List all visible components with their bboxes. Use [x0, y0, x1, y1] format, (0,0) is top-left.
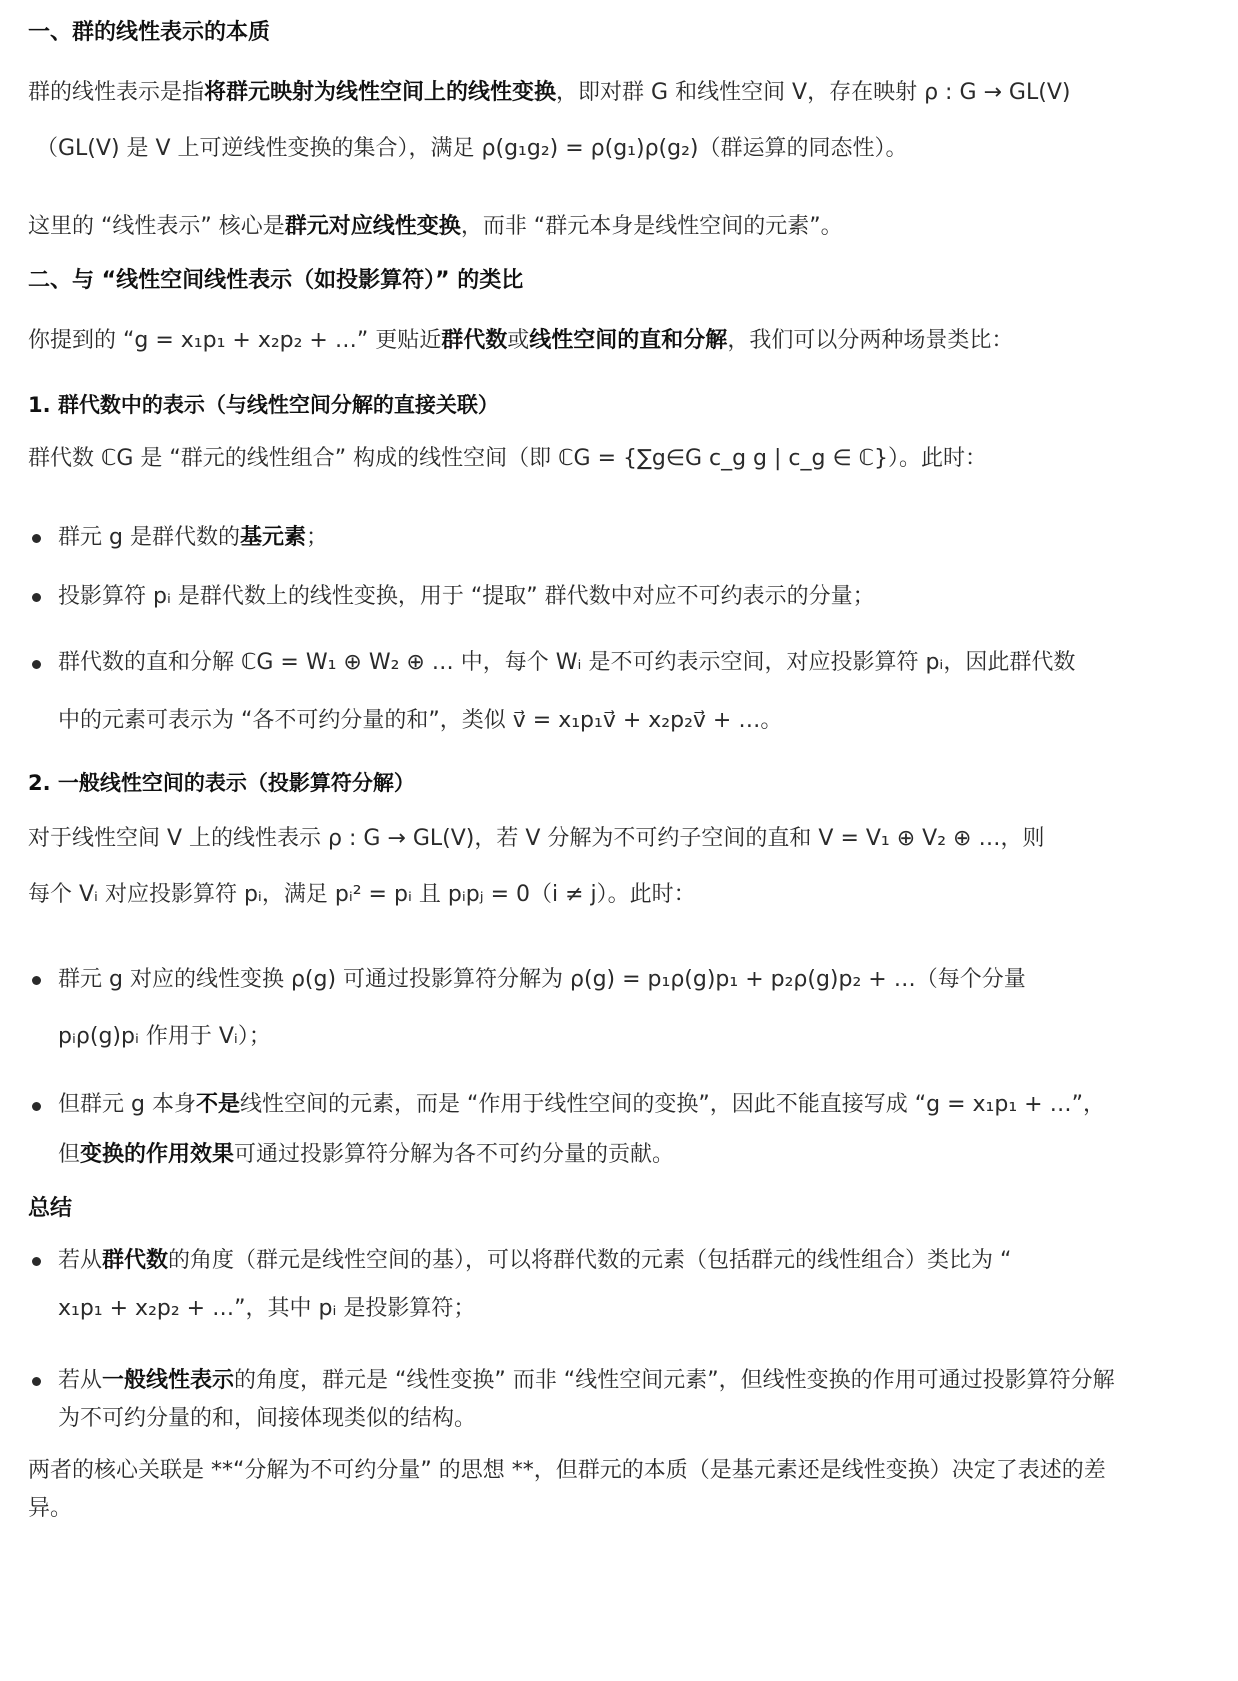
section-2-heading: 二、与 “线性空间线性表示（如投影算符）” 的类比 [28, 268, 524, 293]
bullet-icon [32, 1257, 41, 1266]
bold-text: 线性空间的直和分解 [529, 328, 728, 353]
list-item [58, 523, 328, 553]
text: ，而非 “群元本身是线性空间的元素”。 [460, 214, 843, 239]
text: 但群元 g 本身 [58, 1092, 196, 1117]
text: 若从 [58, 1368, 103, 1393]
text: 群元 g 是群代数的 [58, 525, 240, 550]
list-item-continuation: x₁p₁ + x₂p₂ + …”，其中 pᵢ 是投影算符； [58, 1296, 476, 1321]
text: ，我们可以分两种场景类比： [727, 328, 1014, 353]
bold-text: 不是 [195, 1092, 240, 1117]
bold-text: 变换的作用效果 [80, 1142, 235, 1167]
list-item: 群代数的直和分解 ℂG = W₁ ⊕ W₂ ⊕ … 中，每个 Wᵢ 是不可约表示空间，对应投影算符 pᵢ，因此群代数 [58, 650, 1076, 675]
bold-text: 群元对应线性变换 [284, 214, 461, 239]
bullet-icon [32, 660, 41, 669]
text: ，即对群 G 和线性空间 V，存在映射 ρ : G → GL(V) [556, 80, 1071, 105]
bullet-icon [32, 534, 41, 543]
list-item-continuation: 为不可约分量的和，间接体现类似的结构。 [58, 1406, 477, 1431]
subsection-2-heading: 2. 一般线性空间的表示（投影算符分解） [28, 771, 415, 795]
list-item [58, 1366, 1115, 1396]
conclusion-continuation: 异。 [28, 1496, 73, 1521]
bullet-icon [32, 1102, 41, 1111]
subsection-1-heading: 1. 群代数中的表示（与线性空间分解的直接关联） [28, 393, 499, 417]
text: 可通过投影算符分解为各不可约分量的贡献。 [234, 1142, 675, 1167]
summary-heading: 总结 [28, 1196, 73, 1221]
paragraph [28, 212, 843, 242]
list-item: 群元 g 对应的线性变换 ρ(g) 可通过投影算符分解为 ρ(g) = p₁ρ(g)p₁ + p₂ρ(g)p₂ + …（每个分量 [58, 967, 1026, 992]
bullet-icon [32, 1377, 41, 1386]
text: 的角度（群元是线性空间的基），可以将群代数的元素（包括群元的线性组合）类比为 “ [168, 1248, 1012, 1273]
bullet-icon [32, 593, 41, 602]
bold-text: 群代数 [102, 1248, 169, 1273]
paragraph: 对于线性空间 V 上的线性表示 ρ : G → GL(V)，若 V 分解为不可约子空间的直和 V = V₁ ⊕ V₂ ⊕ …，则 [28, 826, 1045, 851]
paragraph: 群代数 ℂG 是 “群元的线性组合” 构成的线性空间（即 ℂG = {∑g∈G c_g g | c_g ∈ ℂ}）。此时： [28, 446, 987, 471]
list-item-continuation [58, 1140, 674, 1170]
paragraph [28, 78, 1070, 108]
bold-text: 一般线性表示 [102, 1368, 235, 1393]
list-item [58, 1090, 1105, 1120]
text: 群的线性表示是指 [28, 80, 205, 105]
text: 的角度，群元是 “线性变换” 而非 “线性空间元素”，但线性变换的作用可通过投影算符分解 [234, 1368, 1115, 1393]
text: 线性空间的元素，而是 “作用于线性空间的变换”，因此不能直接写成 “g = x₁p₁ + …”， [239, 1092, 1105, 1117]
list-item: 投影算符 pᵢ 是群代数上的线性变换，用于 “提取” 群代数中对应不可约表示的分量； [58, 584, 875, 609]
conclusion-paragraph: 两者的核心关联是 **“分解为不可约分量” 的思想 **，但群元的本质（是基元素还是线性变换）决定了表述的差 [28, 1458, 1106, 1483]
bold-text: 基元素 [239, 525, 306, 550]
list-item [58, 1246, 1011, 1276]
text: 但 [58, 1142, 81, 1167]
bold-text: 群代数 [441, 328, 508, 353]
list-item-continuation: pᵢρ(g)pᵢ 作用于 Vᵢ）； [58, 1024, 271, 1049]
bold-text: 将群元映射为线性空间上的线性变换 [204, 80, 557, 105]
text: 这里的 “线性表示” 核心是 [28, 214, 285, 239]
text: ； [305, 525, 328, 550]
paragraph [28, 326, 1013, 356]
bullet-icon [32, 976, 41, 985]
paragraph-continuation: 每个 Vᵢ 对应投影算符 pᵢ，满足 pᵢ² = pᵢ 且 pᵢpⱼ = 0（i ≠ j）。此时： [28, 882, 696, 907]
text: 或 [507, 328, 530, 353]
section-1-heading: 一、群的线性表示的本质 [28, 20, 271, 45]
paragraph-continuation: （GL(V) 是 V 上可逆线性变换的集合），满足 ρ(g₁g₂) = ρ(g₁)ρ(g₂)（群运算的同态性）。 [36, 136, 908, 161]
text: 若从 [58, 1248, 103, 1273]
text: 你提到的 “g = x₁p₁ + x₂p₂ + …” 更贴近 [28, 328, 442, 353]
list-item-continuation: 中的元素可表示为 “各不可约分量的和”，类似 v⃗ = x₁p₁v⃗ + x₂p₂v⃗ + …。 [58, 708, 783, 733]
